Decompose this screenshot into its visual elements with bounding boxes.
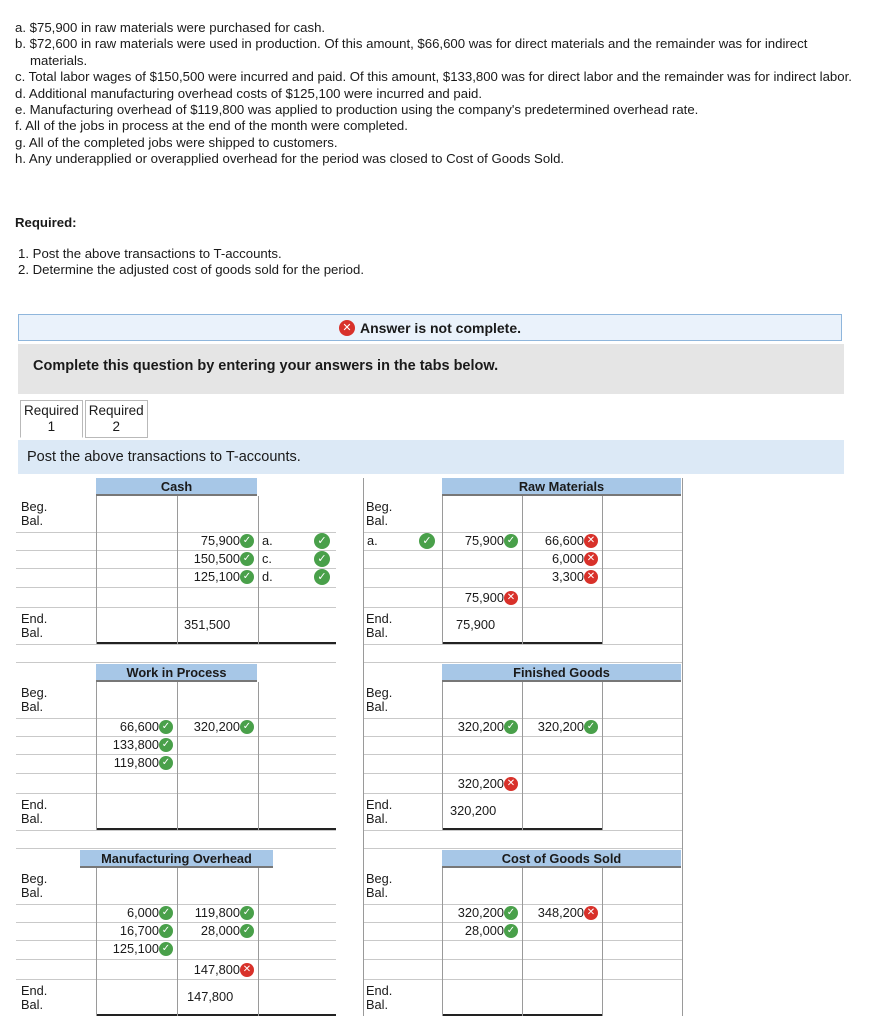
problem-text [15,20,855,168]
error-icon: ✕ [240,963,254,977]
account-title: Finished Goods [442,664,681,682]
credit-ref[interactable]: c. [262,551,272,566]
credit-entry[interactable]: 66,600 ✕ [522,533,602,549]
credit-entry[interactable]: 3,300 ✕ [522,569,602,585]
debit-entry[interactable]: 320,200 ✓ [442,719,522,735]
tab-label: Required [88,403,144,418]
error-icon: ✕ [339,320,355,336]
credit-ref[interactable]: a. [262,533,273,548]
debit-entry[interactable]: 75,900 ✓ [442,533,522,549]
complete-instructions: Complete this question by entering your answers in the tabs below. [18,344,844,394]
tab-required-2[interactable] [85,400,148,438]
check-icon: ✓ [159,906,173,920]
end-balance-debit[interactable]: 320,200 [450,803,497,818]
check-icon: ✓ [240,534,254,548]
end-balance-debit[interactable] [96,796,177,826]
error-icon: ✕ [504,591,518,605]
error-icon: ✕ [504,777,518,791]
debit-ref[interactable]: a. [367,533,378,548]
check-icon: ✓ [159,942,173,956]
error-icon: ✕ [584,570,598,584]
required-item-1: 1. Post the above transactions to T-accounts. [18,246,282,261]
account-title: Raw Materials [442,478,681,496]
problem-line-d: d. Additional manufacturing overhead costs of $125,100 were incurred and paid. [15,85,482,101]
check-icon: ✓ [159,924,173,938]
check-icon: ✓ [314,533,330,549]
end-bal-label: End. Bal. [366,983,393,1012]
check-icon: ✓ [504,534,518,548]
check-icon: ✓ [240,906,254,920]
credit-entry[interactable]: 320,200 ✓ [177,719,258,735]
credit-entry[interactable]: 6,000 ✕ [522,551,602,567]
credit-entry[interactable]: 28,000 ✓ [177,923,258,939]
debit-entry[interactable]: 16,700 ✓ [96,923,177,939]
error-icon: ✕ [584,534,598,548]
account-title: Cash [96,478,257,496]
debit-entry[interactable]: 133,800 ✓ [96,737,177,753]
answer-status-banner [18,314,842,341]
tab-number: 2 [112,419,120,434]
end-bal-label: End. Bal. [366,797,393,826]
beg-bal-label: Beg. Bal. [21,871,48,900]
check-icon: ✓ [504,924,518,938]
total-credit[interactable]: 147,800 ✕ [177,962,258,978]
debit-entry[interactable]: 119,800 ✓ [96,755,177,771]
check-icon: ✓ [584,720,598,734]
end-bal-label: End. Bal. [366,611,393,640]
check-icon: ✓ [240,924,254,938]
total-debit[interactable]: 75,900 ✕ [442,590,522,606]
end-bal-label: End. Bal. [21,983,48,1012]
tab-instruction: Post the above transactions to T-accounts. [18,440,844,474]
check-icon: ✓ [159,720,173,734]
beg-bal-label: Beg. Bal. [366,499,393,528]
problem-line-h: h. Any underapplied or overapplied overhead for the period was closed to Cost of Goods Sold. [15,151,565,167]
tab-bar [20,400,150,438]
credit-entry[interactable]: 125,100 ✓ [177,569,258,585]
problem-line-f: f. All of the jobs in process at the end of the month were completed. [15,118,408,134]
beg-bal-label: Beg. Bal. [21,685,48,714]
credit-entry[interactable]: 75,900 ✓ [177,533,258,549]
debit-entry[interactable]: 125,100 ✓ [96,941,177,957]
account-title: Cost of Goods Sold [442,850,681,868]
check-icon: ✓ [419,533,435,549]
required-heading: Required: [15,215,77,230]
credit-entry[interactable]: 320,200 ✓ [522,719,602,735]
end-balance-credit[interactable]: 351,500 [184,617,231,632]
check-icon: ✓ [240,552,254,566]
error-icon: ✕ [584,906,598,920]
problem-line-g: g. All of the completed jobs were shipped to customers. [15,134,338,150]
beg-bal-label: Beg. Bal. [366,685,393,714]
answer-status-text: Answer is not complete. [359,319,522,336]
debit-entry[interactable]: 6,000 ✓ [96,905,177,921]
debit-entry[interactable]: 66,600 ✓ [96,719,177,735]
check-icon: ✓ [159,738,173,752]
total-debit[interactable]: 320,200 ✕ [442,776,522,792]
check-icon: ✓ [504,720,518,734]
credit-entry[interactable]: 150,500 ✓ [177,551,258,567]
end-bal-label: End. Bal. [21,797,48,826]
debit-entry[interactable]: 28,000 ✓ [442,923,522,939]
required-list [18,246,364,279]
credit-entry[interactable]: 119,800 ✓ [177,905,258,921]
tab-number: 1 [47,419,56,434]
beg-bal-label: Beg. Bal. [21,499,48,528]
debit-entry[interactable]: 320,200 ✓ [442,905,522,921]
check-icon: ✓ [159,756,173,770]
problem-line-b: b. $72,600 in raw materials were used in production. Of this amount, $66,600 was for direct materials and the remainder was for indirect materials. [15,36,808,68]
check-icon: ✓ [314,569,330,585]
end-balance-debit[interactable] [442,982,522,1012]
required-item-2: 2. Determine the adjusted cost of goods sold for the period. [18,262,365,278]
problem-line-a: a. $75,900 in raw materials were purchased for cash. [15,20,326,35]
error-icon: ✕ [584,552,598,566]
end-bal-label: End. Bal. [21,611,48,640]
tab-required-1[interactable] [20,400,83,438]
credit-entry[interactable]: 348,200 ✕ [522,905,602,921]
problem-line-c: c. Total labor wages of $150,500 were incurred and paid. Of this amount, $133,800 was for direct labor and the remainder was for indirect labor. [15,69,852,85]
check-icon: ✓ [314,551,330,567]
problem-line-e: e. Manufacturing overhead of $119,800 was applied to production using the company's predetermined overhead rate. [15,102,699,118]
check-icon: ✓ [240,720,254,734]
end-balance-credit[interactable]: 147,800 [187,989,234,1004]
account-title: Manufacturing Overhead [80,850,273,868]
beg-bal-label: Beg. Bal. [366,871,393,900]
check-icon: ✓ [504,906,518,920]
end-balance-debit[interactable]: 75,900 [456,617,496,632]
credit-ref[interactable]: d. [262,569,273,584]
check-icon: ✓ [240,570,254,584]
account-title: Work in Process [96,664,257,682]
tab-label: Required [24,403,79,418]
